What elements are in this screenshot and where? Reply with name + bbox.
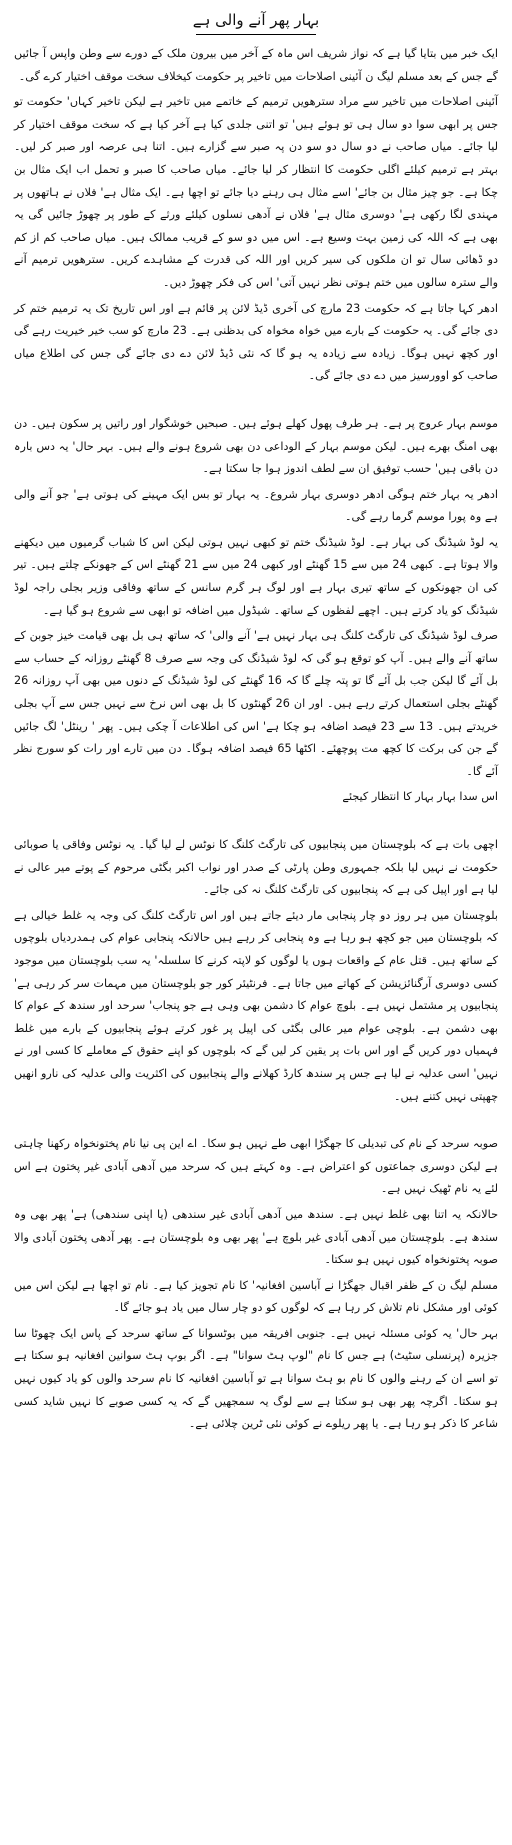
paragraph: آئینی اصلاحات میں تاخیر سے مراد سترھویں ترمیم کے خاتمے میں تاخیر ہے لیکن تاخیر کہاں' حکومت تو جس پر ابھی سوا دو سال ہی تو ہوئے ہیں' تو اتنی جلدی کیا ہے آخر کیا ہے کہ سخت موقف اختیار کر لیا جائے۔ میاں صاحب نے دو سال دو سو دن پہ صبر سے گزارے ہیں۔ اتنا ہی عرصہ اور صبر کر لیں۔ بہتر ہے ترمیم کیلئے اگلی حکومت کا انتظار کر لیا جائے۔ میاں صاحب کا صبر و تحمل اب ایک مثال بن چکا ہے۔ جو چیز مثال بن جائے' اسے مثال ہی رہنے دیا جائے تو اچھا ہے۔ ایک مثال ہے' فلاں نے ہاتھوں پر مہندی لگا رکھی ہے' دوسری مثال ہے' فلاں نے آدھی نسلوں کیلئے ورثے کے طور پر چھوڑ جائیں گی یہ بھی ہے کہ اللہ کی زمین بہت وسیع ہے۔ اس میں دو سو کے قریب ممالک ہیں۔ میاں صاحب کم از کم دو ڈھائی سال تو ان ملکوں کی سیر کریں اور اللہ کی قدرت کے مشاہدے کریں۔ سترھویں ترمیم آنے والے سترہ سالوں میں ختم ہوتی نظر نہیں آتی' اس کی فکر چھوڑ دیں۔ bbox=[14, 95, 498, 289]
section-divider bbox=[14, 391, 498, 413]
paragraph: ایک خبر میں بتایا گیا ہے کہ نواز شریف اس ماہ کے آخر میں بیرون ملک کے دورے سے وطن واپس آ جائیں گے جس کے بعد مسلم لیگ ن آئینی اصلاحات میں تاخیر پر حکومت کیخلاف سخت موقف اختیار کرے گی۔ bbox=[14, 47, 498, 83]
paragraph: مسلم لیگ ن کے ظفر اقبال جھگڑا نے آباسین افغانیہ' کا نام تجویز کیا ہے۔ نام تو اچھا ہے لیکن اس میں کوئی اور مشکل نام تلاش کر رہا ہے کہ لوگوں کو دو چار سال میں یاد ہو جائے گا۔ bbox=[14, 1278, 498, 1315]
paragraph: اچھی بات ہے کہ بلوچستان میں پنجابیوں کی تارگٹ کلنگ کا نوٹس لے لیا گیا۔ یہ نوٹس وفاقی یا صوبائی حکومت نے نہیں لیا بلکہ جمہوری وطن پارٹی کے صدر اور نواب اکبر بگٹی مرحوم کے پوتے میر عالی نے لیا ہے اور اپیل کی ہے کہ پنجابیوں کی تارگٹ کلنگ نہ کی جائے۔ bbox=[14, 838, 498, 897]
paragraph: موسم بہار عروج پر ہے۔ ہر طرف پھول کھلے ہوئے ہیں۔ صبحیں خوشگوار اور راتیں پر سکون ہیں۔ دن بھی امنگ بھرے ہیں۔ لیکن موسم بہار کے الوداعی دن بھی شروع ہونے والے ہیں۔ بہر حال' یہ دس بارہ دن باقی ہیں' حسب توفیق ان سے لطف اندوز ہوا جا سکتا ہے۔ bbox=[14, 416, 498, 476]
section-divider bbox=[14, 812, 498, 834]
column-title: بہار پھر آنے والی ہے bbox=[192, 11, 320, 29]
article-body bbox=[14, 43, 498, 1436]
paragraph: اس سدا بہار بہار کا انتظار کیجئے bbox=[342, 790, 498, 804]
paragraph: ادھر یہ بہار ختم ہوگی ادھر دوسری بہار شروع۔ یہ بہار تو بس ایک مہینے کی ہوتی ہے' جو آنے والی ہے وہ پورا موسم گرما رہے گی۔ bbox=[14, 487, 498, 524]
section-divider bbox=[14, 1111, 498, 1133]
paragraph: ادھر کہا جاتا ہے کہ حکومت 23 مارچ کی آخری ڈیڈ لائن پر قائم ہے اور اس تاریخ تک یہ ترمیم ختم کر دی جائے گی۔ یہ حکومت کے بارے میں خواہ مخواہ کی بدظنی ہے۔ 23 مارچ کو سب خیر خیریت رہے گی اور کچھ نہیں ہوگا۔ زیادہ سے زیادہ یہ ہو گا کہ نئی ڈیڈ لائن دے دی جائے گی جس کی اطلاع میاں صاحب کو اوورسیز میں دے دی جائے گی۔ bbox=[14, 301, 498, 383]
section-province-name bbox=[14, 1133, 498, 1436]
section-load-shedding bbox=[14, 413, 498, 809]
paragraph: حالانکہ یہ اتنا بھی غلط نہیں ہے۔ سندھ میں آدھی آبادی غیر سندھی (یا اپنی سندھی) ہے' پھر بھی وہ سندھ ہے۔ بلوچستان میں آدھی آبادی غیر بلوچ ہے' پھر بھی وہ بلوچستان ہے۔ پھر آدھی پختون آبادی والا صوبہ پختونخواہ کیوں نہیں ہو سکتا۔ bbox=[14, 1207, 498, 1267]
paragraph: صرف لوڈ شیڈنگ کی تارگٹ کلنگ ہی بہار نہیں ہے' آنے والی' کہ ساتھ ہی بل بھی قیامت خیز جوبن کے ساتھ آنے والے ہیں۔ آپ کو توقع ہو گی کہ لوڈ شیڈنگ کی وجہ سے صرف 8 گھنٹے روزانہ کے حساب سے بل آئے گا لیکن جب بل آئے گا تو پتہ چلے گا کہ 16 گھنٹے کی لوڈ شیڈنگ کے دنوں میں بھی آپ روزانہ 26 گھنٹے بجلی استعمال کرتے رہے ہیں۔ اور ان 26 گھنٹوں کا بل بھی اس نرخ سے نہیں جس سے آپ بجلی خریدتے ہیں۔ 13 سے 23 فیصد اضافہ ہو چکا ہے' اس کی اطلاعات آ چکی ہیں۔ پھر ' رینٹل' لگ جائیں گے جن کی برکت کا کچھ مت پوچھئے۔ اکٹھا 65 فیصد اضافہ ہوگا۔ دن میں تارے اور رات کو سورج نظر آئے گا۔ bbox=[14, 629, 499, 778]
paragraph: بلوچستان میں ہر روز دو چار پنجابی مار دیئے جاتے ہیں اور اس تارگٹ کلنگ کی وجہ یہ غلط خیالی ہے کہ بلوچستان میں جو کچھ ہو رہا ہے وہ پنجابی کر رہے ہیں حالانکہ پنجابی عوام کی ہمدردیاں بلوچوں کے ساتھ ہیں۔ قتل عام کے واقعات ہوں یا لوگوں کو لاپتہ کرنے کا سلسلہ' یہ سب بلوچستان میں موجود کسی دوسری آرگنائزیشن کے کھاتے میں جاتا ہے۔ فرنٹیئر کور جو بلوچستان میں مہمات سر کر رہی ہے' پنجابیوں پر مشتمل نہیں ہے۔ بلوچ عوام کا دشمن بھی وہی ہے جو پنجاب' سرحد اور سندھ کے عوام کا بھی دشمن ہے۔ بلوچی عوام میر عالی بگٹی کی اپیل پر غور کرتے ہوئے پنجابیوں کے بارے میں غلط فہمیاں دور کریں گے اور اس بات پر یقین کر لیں گے کہ بلوچوں کو اپنے حقوق کے معاملے کا کسی اور نے نہیں' اسی عدلیہ نے لیا ہے جس پر سندھ کارڈ کھلانے والے پنجابیوں کی اکثریت والی عدلیہ کی نارو انھیں چھپتی نہیں کتنے ہیں۔ bbox=[14, 908, 498, 1103]
paragraph: یہ لوڈ شیڈنگ کی بہار ہے۔ لوڈ شیڈنگ ختم تو کبھی نہیں ہوتی لیکن اس کا شباب گرمیوں میں دیکھنے والا ہوتا ہے۔ کبھی 24 میں سے 15 گھنٹے اور کبھی 24 میں سے 21 گھنٹے اس کے جھونکے چلتے ہیں۔ تیر کی ان جھونکوں کے ساتھ تیری بہار ہے اور لوگ ہر گرم سانس کے ساتھ وفاقی وزیر بجلی راجہ لوڈ شیڈنگ کو یاد کرتے ہیں۔ اچھے لفظوں کے ساتھ۔ شیڈول میں اضافہ تو ابھی سے شروع ہو گیا ہے۔ bbox=[14, 535, 498, 617]
paragraph: صوبہ سرحد کے نام کی تبدیلی کا جھگڑا ابھی طے نہیں ہو سکا۔ اے این پی نیا نام پختونخواہ رکھنا چاہتی ہے لیکن دوسری جماعتوں کو اعتراض ہے۔ وہ کہتے ہیں کہ سرحد میں آدھی آبادی غیر پختون ہے اس لئے یہ نام ٹھیک نہیں ہے۔ bbox=[14, 1137, 498, 1196]
paragraph: بہر حال' یہ کوئی مسئلہ نہیں ہے۔ جنوبی افریقہ میں بوٹسوانا کے ساتھ سرحد کے پاس ایک چھوٹا سا جزیرہ (پرنسلی سٹیٹ) ہے جس کا نام "لوپ ہٹ سوانا" ہے۔ اگر بوپ ہٹ سوانین افغانیہ ہو سکتا ہے تو اسے ان کے رہنے والوں کا نام بو ہٹ سوانا ہے تو آباسین افغانیہ کا نام سرحد والوں کو یاد کیوں نہیں ہو سکتا۔ اگرچہ پھر بھی ہو سکتا ہے سے لوگ یہ سمجھیں گے کہ یہ کسی صوبے کا نہیں شاید کسی شاعر کا ذکر ہو رہا ہے۔ یا پھر ریلوے نے کوئی نئی ٹرین چلائی ہے۔ bbox=[14, 1326, 498, 1431]
section-constitutional-reforms bbox=[14, 43, 498, 388]
title-underline bbox=[196, 34, 316, 35]
section-balochistan bbox=[14, 834, 498, 1108]
